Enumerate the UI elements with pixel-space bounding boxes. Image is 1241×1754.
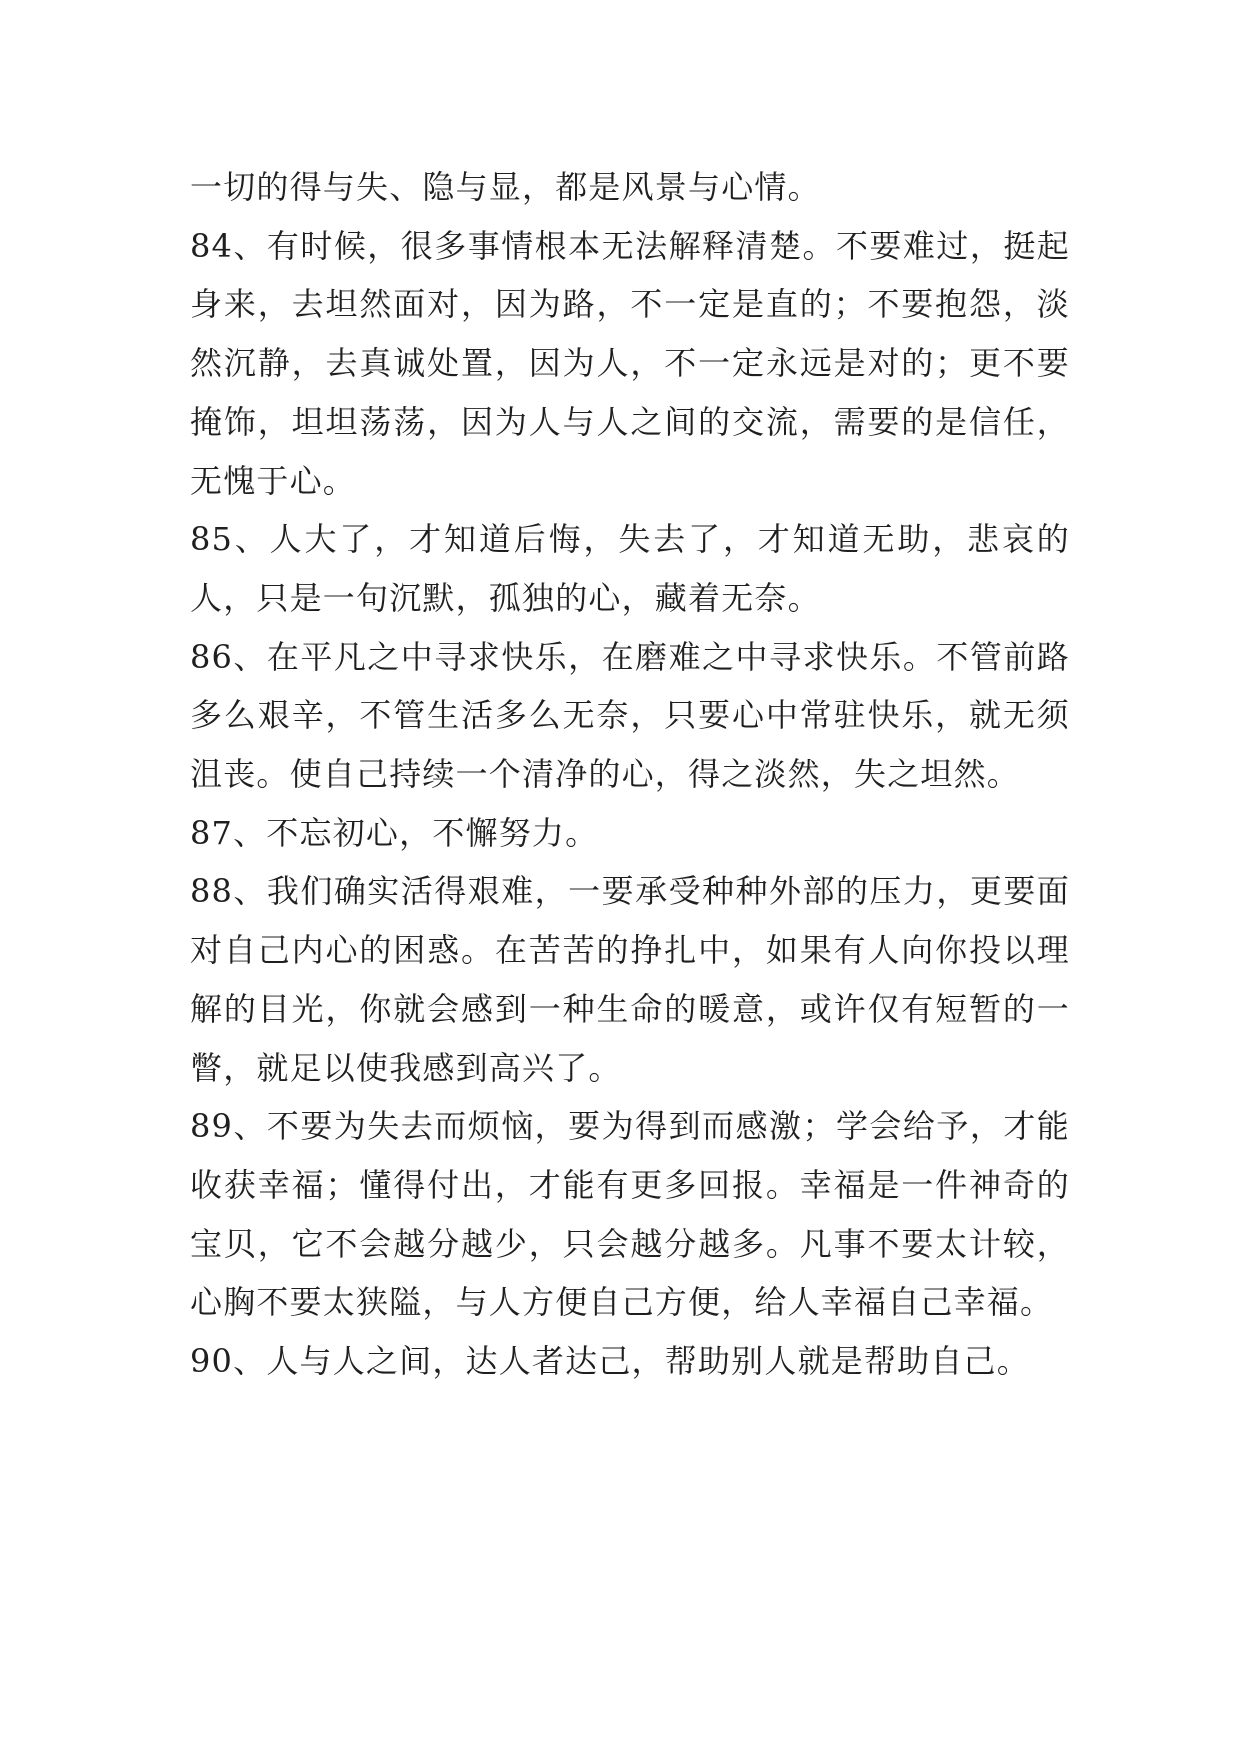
paragraph-88: 88、我们确实活得艰难，一要承受种种外部的压力，更要面对自己内心的困惑。在苦苦的挣扎中，如果有人向你投以理解的目光，你就会感到一种生命的暖意，或许仅有短暂的一瞥，就足以使我感到高兴了。 [190, 872, 1070, 1087]
paragraph-87: 87、不忘初心，不懈努力。 [190, 813, 599, 852]
paragraph-86: 86、在平凡之中寻求快乐，在磨难之中寻求快乐。不管前路多么艰辛，不管生活多么无奈，只要心中常驻快乐，就无须沮丧。使自己持续一个清净的心，得之淡然，失之坦然。 [190, 637, 1070, 794]
paragraph-89: 89、不要为失去而烦恼，要为得到而感激；学会给予，才能收获幸福；懂得付出，才能有更多回报。幸福是一件神奇的宝贝，它不会越分越少，只会越分越多。凡事不要太计较，心胸不要太狭隘，与人方便自己方便，给人幸福自己幸福。 [190, 1107, 1070, 1322]
paragraph-85: 85、人大了，才知道后悔，失去了，才知道无助，悲哀的人，只是一句沉默，孤独的心，藏着无奈。 [190, 520, 1070, 617]
paragraph-84: 84、有时候，很多事情根本无法解释清楚。不要难过，挺起身来，去坦然面对，因为路，不一定是直的；不要抱怨，淡然沉静，去真诚处置，因为人，不一定永远是对的；更不要掩饰，坦坦荡荡，因为人与人之间的交流，需要的是信任，无愧于心。 [190, 226, 1070, 500]
paragraph-90: 90、人与人之间，达人者达己，帮助别人就是帮助自己。 [190, 1342, 1030, 1381]
document-body [190, 158, 1070, 1391]
paragraph-intro: 一切的得与失、隐与显，都是风景与心情。 [190, 168, 821, 206]
